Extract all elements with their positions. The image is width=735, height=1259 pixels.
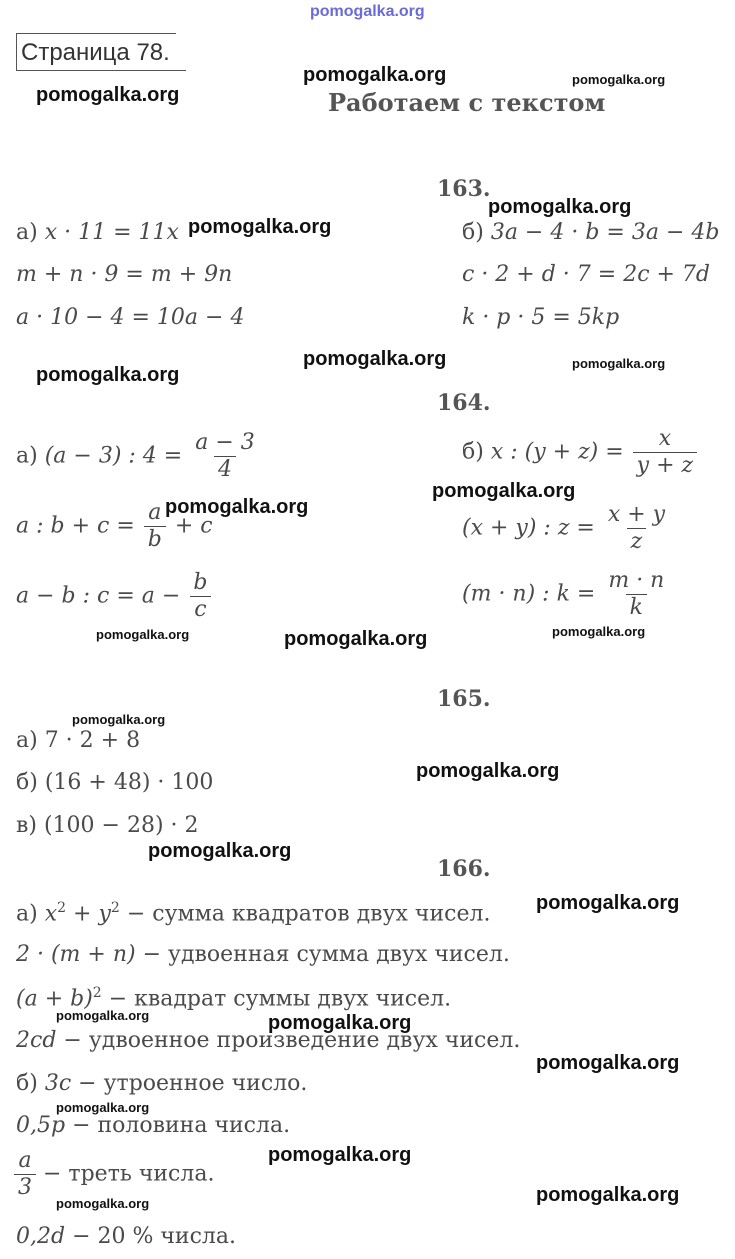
watermark: pomogalka.org	[188, 216, 332, 238]
watermark: pomogalka.org	[148, 840, 292, 862]
watermark: pomogalka.org	[165, 496, 309, 518]
watermark: pomogalka.org	[56, 1100, 150, 1115]
task-166-l5: б) 3c − утроенное число.	[16, 1071, 308, 1096]
watermark: pomogalka.org	[572, 72, 666, 87]
task-166-l8: 0,2d − 20 % числа.	[16, 1224, 236, 1249]
watermark: pomogalka.org	[572, 356, 666, 371]
task-163-a3: a · 10 − 4 = 10a − 4	[16, 305, 245, 330]
task-number-166: 166.	[437, 856, 491, 882]
task-166-l4: 2cd − удвоенное произведение двух чисел.	[16, 1028, 521, 1053]
watermark: pomogalka.org	[284, 628, 428, 650]
task-164-a1: а) (a − 3) : 4 = $\frac{a - 3}{4}$	[16, 430, 255, 482]
task-166-l6: 0,5p − половина числа.	[16, 1113, 291, 1138]
watermark: pomogalka.org	[552, 624, 646, 639]
task-number-164: 164.	[437, 390, 491, 416]
task-163-b2: c · 2 + d · 7 = 2c + 7d	[462, 262, 711, 287]
watermark: pomogalka.org	[432, 480, 576, 502]
watermark: pomogalka.org	[268, 1144, 412, 1166]
watermark: pomogalka.org	[56, 1196, 150, 1211]
watermark: pomogalka.org	[56, 1008, 150, 1023]
task-164-b1: б) x : (y + z) = $\frac{x}{y + z}$	[462, 426, 699, 479]
task-number-163: 163.	[437, 176, 491, 202]
watermark: pomogalka.org	[536, 892, 680, 914]
watermark: pomogalka.org	[36, 364, 180, 386]
task-164-b2: (x + y) : z = $\frac{x + y}{z}$	[462, 502, 666, 554]
task-165-a: а) 7 · 2 + 8	[16, 728, 141, 753]
watermark: pomogalka.org	[268, 1012, 412, 1034]
watermark: pomogalka.org	[536, 1184, 680, 1206]
task-165-c: в) (100 − 28) · 2	[16, 813, 199, 838]
watermark: pomogalka.org	[536, 1052, 680, 1074]
watermark: pomogalka.org	[416, 760, 560, 782]
watermark: pomogalka.org	[488, 196, 632, 218]
watermark: pomogalka.org	[36, 84, 180, 106]
top-watermark: pomogalka.org	[310, 3, 425, 20]
task-166-l7: $\frac{a}{3}$ − треть числа.	[14, 1148, 214, 1201]
section-title: Работаем с текстом	[328, 88, 606, 117]
page-label: Страница 78.	[16, 33, 176, 71]
task-163-b3: k · p · 5 = 5kp	[462, 305, 620, 330]
watermark: pomogalka.org	[96, 627, 190, 642]
task-164-a3: a − b : c = a − $\frac{b}{c}$	[16, 570, 213, 623]
task-166-l1: а) $x^2 + y^2$ − сумма квадратов двух чисел.	[16, 900, 491, 927]
task-163-b1: б) 3a − 4 · b = 3a − 4b	[462, 220, 720, 245]
watermark: pomogalka.org	[303, 348, 447, 370]
task-163-a2: m + n · 9 = m + 9n	[16, 262, 233, 287]
task-166-l2: 2 · (m + n) − удвоенная сумма двух чисел.	[16, 942, 510, 967]
task-166-l3: $(a + b)^2$ − квадрат суммы двух чисел.	[16, 985, 452, 1012]
task-164-a2: a : b + c = $\frac{a}{b}$ + c	[16, 500, 213, 552]
task-number-165: 165.	[437, 686, 491, 712]
watermark: pomogalka.org	[72, 712, 166, 727]
watermark: pomogalka.org	[303, 64, 447, 86]
task-164-b3: (m · n) : k = $\frac{m \cdot n}{k}$	[462, 568, 665, 620]
task-163-a1: а) x · 11 = 11x	[16, 220, 179, 245]
task-165-b: б) (16 + 48) · 100	[16, 770, 214, 795]
